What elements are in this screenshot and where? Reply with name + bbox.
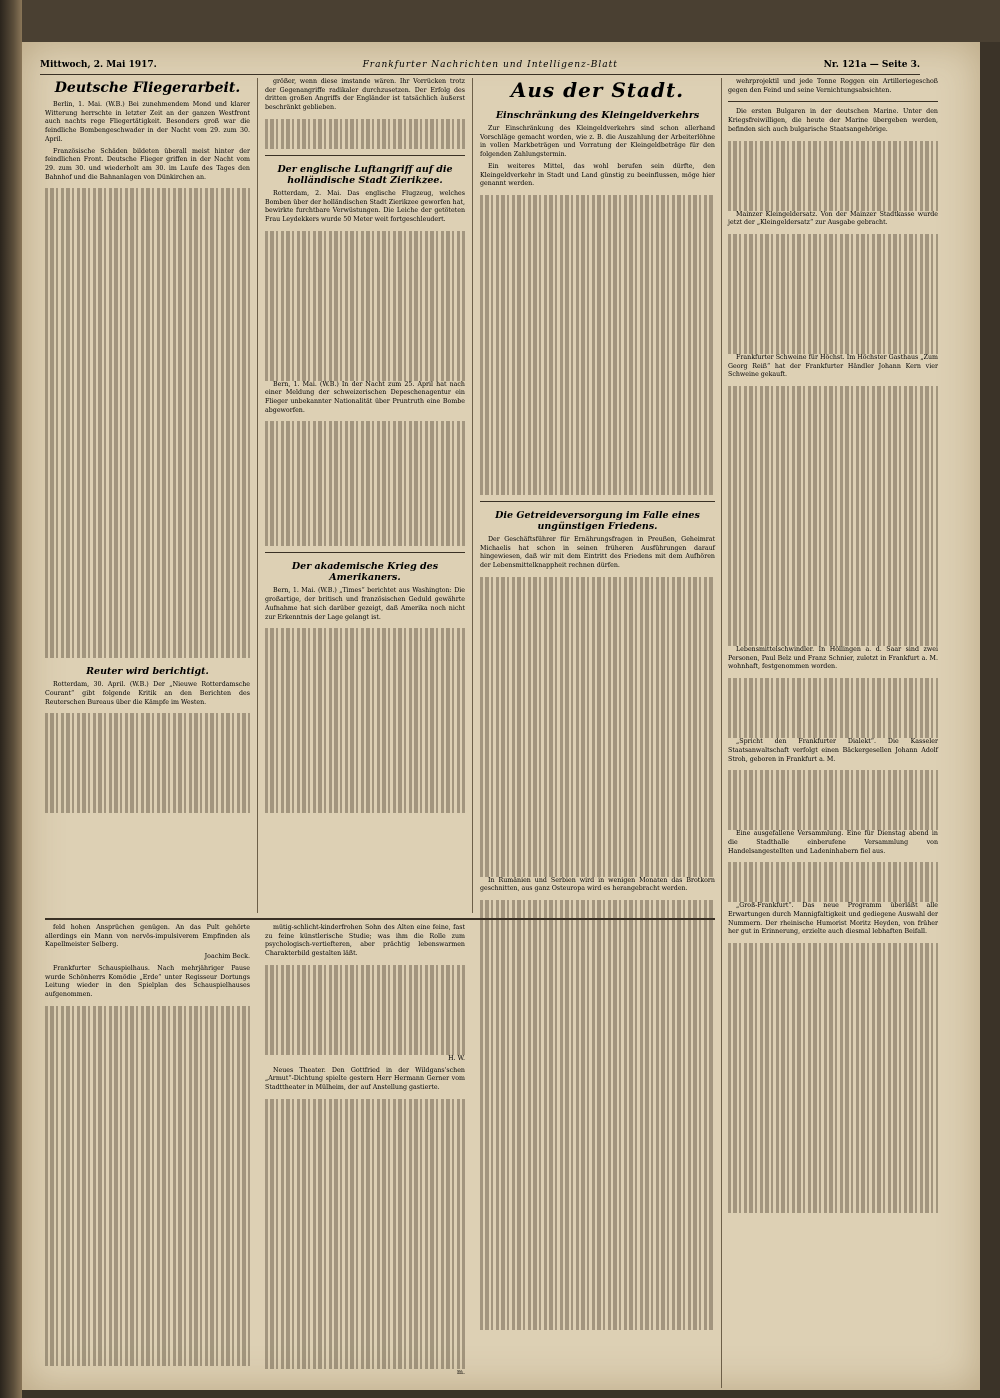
article-paragraph: Bern, 1. Mai. (W.B.) „Times“ berichtet aus Washington: Die großartige, der britisch und französischen Geduld gewährte Aufnahme hat sich darüber gezeigt, daß Amerika noch nicht zur Erkenntnis der Lage gelangt ist. bbox=[265, 587, 465, 621]
feuilleton-paragraph: Frankfurter Schauspielhaus. Nach mehrjähriger Pause wurde Schönherrs Komödie „Erde“ unter Regisseur Dortungs Leitung wieder in den Spielplan des Schauspielhauses aufgenommen. bbox=[45, 964, 250, 998]
column-3 bbox=[480, 78, 715, 1330]
feuilleton-paragraph: mütig-schlicht-kinderfrohen Sohn des Alten eine feine, fast zu feine künstlerische Studie; was ihm die Rolle zum psychologisch-vertiefteren, aber prächtig lebenswarmen Charakterbild gestalten läßt. bbox=[265, 924, 465, 958]
section-title-aus-der-stadt: Aus der Stadt. bbox=[510, 78, 685, 102]
article-text-block bbox=[265, 228, 465, 381]
scan-top-edge bbox=[22, 0, 1000, 42]
signature-hw: H. W. bbox=[448, 1054, 465, 1062]
binding-gutter bbox=[0, 0, 22, 1398]
article-paragraph: Eine ausgefallene Versammlung. Eine für Dienstag abend in die Stadthalle einberufene Versammlung von Handelsangestellten und Ladeninhabern fiel aus. bbox=[728, 830, 938, 855]
feuilleton-rule bbox=[45, 918, 715, 920]
issue-number: Nr. 121a — Seite 3. bbox=[823, 60, 920, 70]
masthead bbox=[40, 58, 920, 75]
column-rule bbox=[257, 78, 258, 913]
article-paragraph: Lebensmittelschwindler. In Höllingen a. d. Saar sind zwei Personen, Paul Belz und Franz Schnier, zuletzt in Frankfurt a. M. wohnhaft, festgenommen worden. bbox=[728, 646, 938, 671]
feuilleton-paragraph: Neues Theater. Den Gottfried in der Wildgans'schen „Armut“-Dichtung spielte gestern Herr Hermann Gerner vom Stadttheater in Mülheim, der auf Anstellung gastierte. bbox=[265, 1066, 465, 1091]
article-text-block bbox=[480, 897, 715, 1330]
column-1 bbox=[45, 78, 250, 813]
article-paragraph: Der Geschäftsführer für Ernährungsfragen in Preußen, Geheimrat Michaelis hat schon in seinen früheren Ausführungen darauf hingewiesen, daß wir mit dem Eintritt des Friedens mit dem Aufhören der Lebensmittelknappheit rechnen dürfen. bbox=[480, 535, 715, 570]
article-paragraph: Berlin, 1. Mai. (W.B.) Bei zunehmendem Mond und klarer Witterung herrschte in letzter Zeit an der ganzen Westfront auch nachts rege Fliegertätigkeit. Besonders groß war die feindliche Bombengeschwader in der Nacht vom 29. zum 30. April. bbox=[45, 101, 250, 143]
article-text-block bbox=[265, 418, 465, 546]
article-paragraph: Rotterdam, 30. April. (W.B.) Der „Nieuwe Rotterdamsche Courant“ gibt folgende Kritik an den Berichten des Reuterschen Bureaus über die Kämpfe im Westen. bbox=[45, 681, 250, 706]
divider bbox=[480, 501, 715, 502]
article-text-block bbox=[45, 710, 250, 813]
headline-kleingeld: Einschränkung des Kleingeldverkehrs bbox=[495, 110, 700, 121]
divider bbox=[265, 552, 465, 553]
article-paragraph: Französische Schäden bildeten überall meist hinter der feindlichen Front. Deutsche Flieger griffen in der Nacht vom 29. zum 30. und wiederholt am 30. im Laufe des Tages den Bahnhof und die Bahnanlagen von Dünkirchen an. bbox=[45, 147, 250, 181]
article-text-block bbox=[728, 940, 938, 1213]
article-text-block bbox=[728, 675, 938, 738]
headline-reuter: Reuter wird berichtigt. bbox=[86, 666, 209, 678]
article-paragraph: Frankfurter Schweine für Höchst. Im Höchster Gasthaus „Zum Georg Reiß“ hat der Frankfurter Händler Johann Kern vier Schweine gekauft. bbox=[728, 353, 938, 379]
article-paragraph: Ein weiteres Mittel, das wohl berufen sein dürfte, den Kleingeldverkehr in Stadt und Land günstig zu beeinflussen, möge hier genannt werden. bbox=[480, 162, 715, 188]
article-text-block bbox=[728, 859, 938, 902]
article-paragraph: Bern, 1. Mai. (W.B.) In der Nacht zum 25. April hat nach einer Meldung der schweizerischen Depeschenagentur ein Flieger unbekannter Nationalität über Pruntruth eine Bombe abgeworfen. bbox=[265, 380, 465, 414]
feuilleton-paragraph: feld hohen Ansprüchen genügen. An das Pult gehörte allerdings ein Mann von nervös-impulsiverem Empfinden als Kapellmeister Selberg. bbox=[45, 924, 250, 949]
feuilleton-column-1 bbox=[45, 924, 250, 1366]
divider bbox=[728, 101, 938, 102]
column-rule bbox=[472, 78, 473, 913]
article-paragraph: Mainzer Kleingeldersatz. Von der Mainzer Stadtkasse wurde jetzt der „Kleingeldersatz“ zur Ausgabe gebracht. bbox=[728, 210, 938, 227]
article-text-block bbox=[265, 625, 465, 813]
article-text-block bbox=[728, 138, 938, 211]
issue-date: Mittwoch, 2. Mai 1917. bbox=[40, 60, 157, 70]
article-paragraph: „Spricht den Frankfurter Dialekt“. Die Kasseler Staatsanwaltschaft verfolgt einen Bäckergesellen Johann Adolf Stroh, geboren in Frankfurt a. M. bbox=[728, 738, 938, 763]
article-text-block bbox=[728, 231, 938, 354]
article-text-block bbox=[480, 574, 715, 877]
headline-akademische-krieg: Der akademische Krieg des Amerikaners. bbox=[291, 561, 439, 584]
article-paragraph: wehrprojektil und jede Tonne Roggen ein Artilleriegeschoß gegen den Feind und seine Vernichtungsabsichten. bbox=[728, 78, 938, 94]
feuilleton-text-block bbox=[265, 962, 465, 1055]
feuilleton-text-block bbox=[265, 1096, 465, 1369]
feuilleton-column-2 bbox=[265, 924, 465, 1380]
feuilleton-text-block bbox=[45, 1003, 250, 1366]
signature-m: m. bbox=[457, 1368, 465, 1376]
paper-name: Frankfurter Nachrichten und Intelligenz-Blatt bbox=[362, 60, 618, 70]
column-4 bbox=[728, 78, 938, 1213]
column-rule bbox=[721, 78, 722, 1388]
article-text-block bbox=[265, 116, 465, 149]
article-text-block bbox=[480, 192, 715, 495]
article-paragraph: Zur Einschränkung des Kleingeldverkehrs sind schon allerhand Vorschläge gemacht worden, wie z. B. die Auszahlung der Arbeiterlöhne in vollen Markbeträgen und Vorratung der Kleingeldbeträge für den folgenden Zahlungstermin. bbox=[480, 125, 715, 159]
article-paragraph: Rotterdam, 2. Mai. Das englische Flugzeug, welches Bomben über der holländischen Stadt Zierikzee geworfen hat, bewirkte furchtbare Verwüstungen. Die Leiche der getöteten Frau Leydekkers wurde 50 Meter weit fortgeschleudert. bbox=[265, 189, 465, 223]
article-paragraph: In Rumänien und Serbien wird in wenigen Monaten das Brotkorn geschnitten, aus ganz Osteuropa wird es herangebracht werden. bbox=[480, 876, 715, 893]
divider bbox=[265, 155, 465, 156]
article-text-block bbox=[728, 383, 938, 646]
headline-luftangriff: Der englische Luftangriff auf die holländische Stadt Zierikzee. bbox=[277, 163, 453, 186]
article-paragraph: „Groß-Frankfurt“. Das neue Programm überläßt alle Erwartungen durch Mannigfaltigkeit und gediegene Auswahl der Nummern. Der rheinische Humorist Moritz Heyden, von früher her gut in Erinnerung, erzielte auch diesmal lebhaften Beifall. bbox=[728, 902, 938, 936]
headline-getreideversorgung: Die Getreideversorgung im Falle eines ungünstigen Friedens. bbox=[495, 509, 700, 532]
column-2 bbox=[265, 78, 465, 813]
article-text-block bbox=[45, 185, 250, 658]
signature-beck: Joachim Beck. bbox=[204, 953, 250, 961]
headline-fliegerarbeit: Deutsche Fliegerarbeit. bbox=[54, 80, 241, 96]
article-paragraph: größer, wenn diese imstande wären. Ihr Vorrücken trotz der Gegenangriffe radikaler durchzusetzen. Der Erfolg des dritten großen Angriffs der Engländer ist tatsächlich äußerst beschränkt geblieben. bbox=[265, 78, 465, 112]
article-text-block bbox=[728, 767, 938, 830]
article-paragraph: Die ersten Bulgaren in der deutschen Marine. Unter den Kriegsfreiwilligen, die heute der Marine übergeben werden, befinden sich auch bulgarische Staatsangehörige. bbox=[728, 108, 938, 133]
